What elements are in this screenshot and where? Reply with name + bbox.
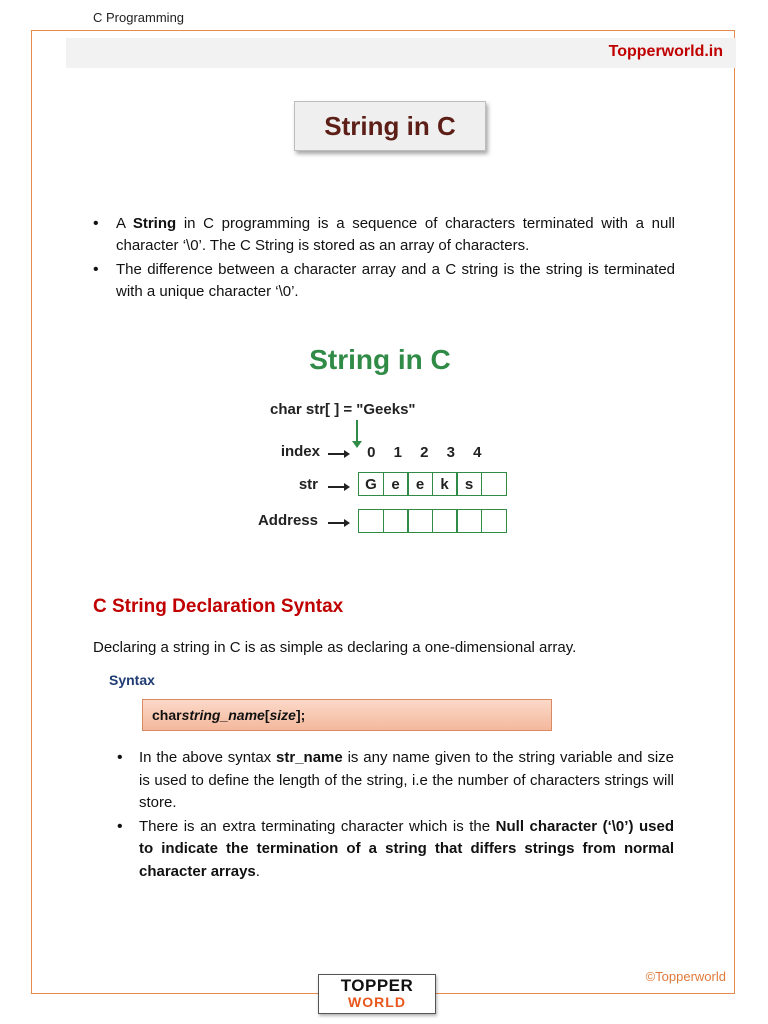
- address-cell: [358, 509, 384, 533]
- copyright: ©Topperworld: [645, 969, 726, 984]
- intro-list: [93, 213, 675, 305]
- null-cell: [481, 472, 507, 496]
- section-body: Declaring a string in C is as simple as declaring a one-dimensional array.: [93, 639, 577, 656]
- right-arrow-icon: [328, 522, 346, 524]
- address-label: Address: [257, 512, 318, 529]
- running-head: C Programming: [93, 10, 185, 25]
- char-cell: s: [456, 472, 482, 496]
- keyword-string: String: [132, 215, 177, 232]
- page-title: String in C: [294, 101, 486, 151]
- address-cell: [407, 509, 433, 533]
- index-label: index: [280, 443, 320, 460]
- address-cells: [358, 509, 507, 533]
- right-arrow-icon: [328, 453, 346, 455]
- address-cell: [456, 509, 482, 533]
- topperworld-logo: TOPPER WORLD: [318, 974, 436, 1014]
- index-number: 4: [473, 444, 482, 461]
- right-arrow-icon: [328, 486, 346, 488]
- index-numbers: [358, 444, 491, 461]
- detail-list: [117, 747, 674, 884]
- list-item: • In the above syntax str_name is any name given to the string variable and size is used to define the length of the string, i.e the number of characters strings will store.: [117, 747, 674, 815]
- char-cell: e: [407, 472, 433, 496]
- code-snippet: char string_name [ size ];: [142, 699, 552, 731]
- index-number: 3: [446, 444, 455, 461]
- address-cell: [383, 509, 409, 533]
- index-number: 2: [420, 444, 429, 461]
- diagram-title: String in C: [309, 344, 451, 375]
- address-cell: [432, 509, 458, 533]
- string-diagram: [170, 336, 598, 548]
- str-label: str: [298, 476, 318, 493]
- char-cell: k: [432, 472, 458, 496]
- down-arrow-icon: [356, 420, 358, 442]
- syntax-label: Syntax: [109, 672, 155, 688]
- char-cell: G: [358, 472, 384, 496]
- section-heading: C String Declaration Syntax: [93, 596, 344, 617]
- diagram-declaration: char str[ ] = "Geeks": [270, 401, 416, 418]
- list-item: • A String in C programming is a sequence of characters terminated with a null character ‘\0’. The C String is stored as an array of characters.: [93, 213, 675, 257]
- list-item: • The difference between a character array and a C string is the string is terminated with a unique character ‘\0’.: [93, 259, 675, 303]
- char-cell: e: [383, 472, 409, 496]
- char-cells: [358, 472, 507, 496]
- list-item: • There is an extra terminating character which is the Null character (‘\0’) used to indicate the termination of a string that differs strings from normal character arrays.: [117, 816, 674, 884]
- site-name: Topperworld.in: [608, 43, 723, 60]
- index-number: 0: [367, 444, 376, 461]
- index-number: 1: [393, 444, 402, 461]
- address-cell: [481, 509, 507, 533]
